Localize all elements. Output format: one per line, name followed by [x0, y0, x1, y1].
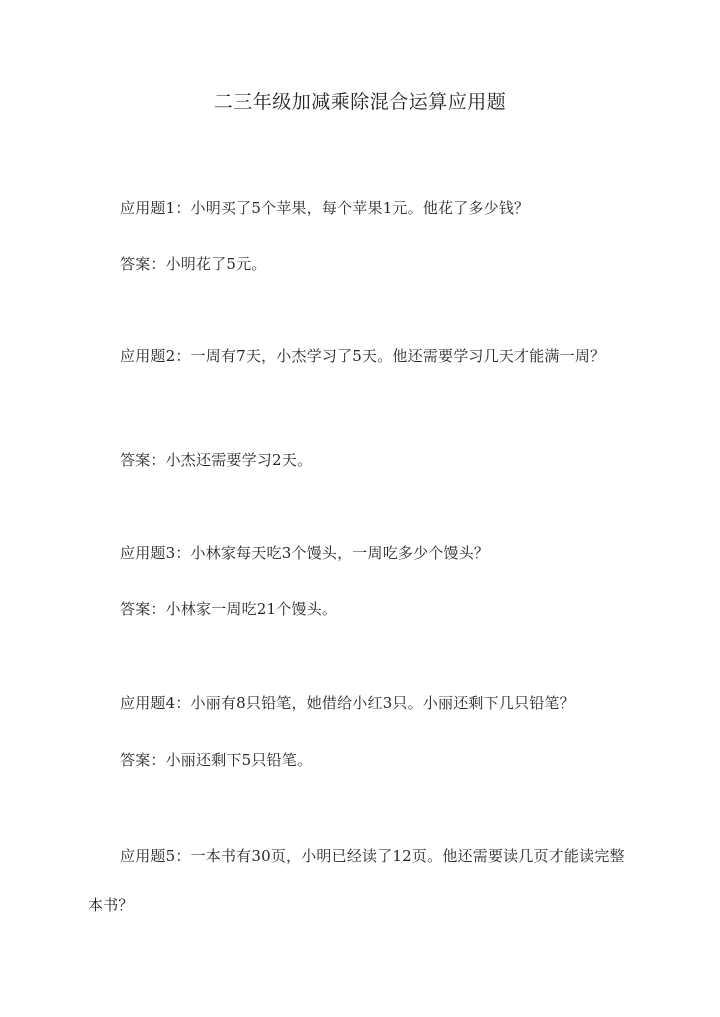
- answer-4: 答案：小丽还剩下5只铅笔。: [120, 751, 313, 769]
- document-title: 二三年级加减乘除混合运算应用题: [213, 91, 507, 113]
- question-2: 应用题2：一周有7天，小杰学习了5天。他还需要学习几天才能满一周？: [120, 347, 606, 365]
- question-1: 应用题1：小明买了5个苹果，每个苹果1元。他花了多少钱？: [120, 199, 530, 217]
- question-4: 应用题4：小丽有8只铅笔，她借给小红3只。小丽还剩下几只铅笔？: [120, 694, 575, 712]
- question-5: 应用题5：一本书有30页，小明已经读了12页。他还需要读几页才能读完整本书？: [88, 847, 625, 914]
- question-3: 应用题3：小林家每天吃3个馒头，一周吃多少个馒头？: [120, 544, 490, 562]
- answer-1: 答案：小明花了5元。: [120, 255, 267, 273]
- answer-2: 答案：小杰还需要学习2天。: [120, 451, 313, 469]
- answer-3: 答案：小林家一周吃21个馒头。: [120, 600, 338, 618]
